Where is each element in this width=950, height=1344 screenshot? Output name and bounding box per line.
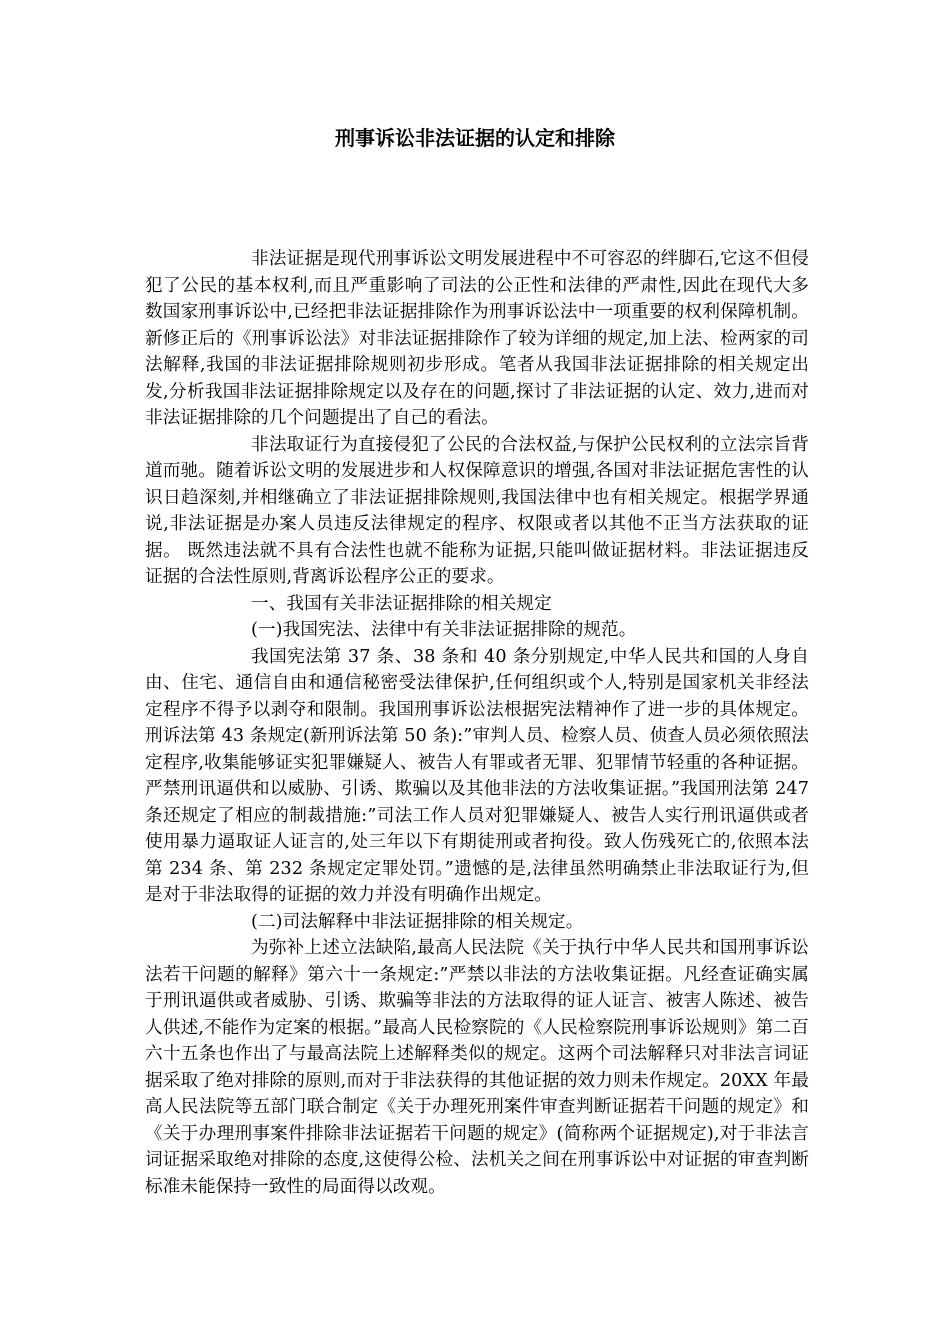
paragraph-intro: 非法证据是现代刑事诉讼文明发展进程中不可容忍的绊脚石,它这不但侵犯了公民的基本权利,而且严重影响了司法的公正性和法律的严肃性,因此在现代大多数国家刑事诉讼中,已经把非法证据排除作为刑事诉讼法中一项重要的权利保障机制。新修正后的《刑事诉讼法》对非法证据排除作了较为详细的规定,加上法、检两家的司法解释,我国的非法证据排除规则初步形成。笔者从我国非法证据排除的相关规定出发,分析我国非法证据排除规定以及存在的问题,探讨了非法证据的认定、效力,进而对非法证据排除的几个问题提出了自己的看法。 xyxy=(145,249,809,428)
subsection-heading-1: (一)我国宪法、法律中有关非法证据排除的规范。 xyxy=(251,620,637,640)
paragraph-judicial-interpretation: 为弥补上述立法缺陷,最高人民法院《关于执行中华人民共和国刑事诉讼法若干问题的解释》第六十一条规定:”严禁以非法的方法收集证据。凡经查证确实属于刑讯逼供或者威胁、引诱、欺骗等非法的方法取得的证人证言、被害人陈述、被告人供述,不能作为定案的根据。”最高人民检察院的《人民检察院刑事诉讼规则》第二百六十五条也作出了与最高法院上述解释类似的规定。这两个司法解释只对非法言词证据采取了绝对排除的原则,而对于非法获得的其他证据的效力则未作规定。20XX 年最高人民法院等五部门联合制定《关于办理死刑案件审查判断证据若干问题的规定》和《关于办理刑事案件排除非法证据若干问题的规定》(简称两个证据规定),对于非法言词证据采取绝对排除的态度,这使得公检、法机关之间在刑事诉讼中对证据的审查判断标准未能保持一致性的局面得以改观。 xyxy=(145,938,809,1197)
document-title: 刑事诉讼非法证据的认定和排除 xyxy=(335,126,615,150)
paragraph-constitution-law: 我国宪法第 37 条、38 条和 40 条分别规定,中华人民共和国的人身自由、住宅、通信自由和通信秘密受法律保护,任何组织或个人,特别是国家机关非经法定程序不得予以剥夺和限制。我国刑事诉讼法根据宪法精神作了进一步的具体规定。刑诉法第 43 条规定(新刑诉法第 50 条):”审判人员、检察人员、侦查人员必须依照法定程序,收集能够证实犯罪嫌疑人、被告人有罪或者无罪、犯罪情节轻重的各种证据。严禁刑讯逼供和以威胁、引诱、欺骗以及其他非法的方法收集证据。”我国刑法第 247 条还规定了相应的制裁措施:”司法工作人员对犯罪嫌疑人、被告人实行刑讯逼供或者使用暴力逼取证人证言的,处三年以下有期徒刑或者拘役。致人伤残死亡的,依照本法第 234 条、第 232 条规定定罪处罚。”遗憾的是,法律虽然明确禁止非法取证行为,但是对于非法取得的证据的效力并没有明确作出规定。 xyxy=(145,646,809,905)
document-body xyxy=(145,246,809,1200)
subsection-heading-2: (二)司法解释中非法证据排除的相关规定。 xyxy=(251,911,584,932)
section-heading-1: 一、我国有关非法证据排除的相关规定 xyxy=(251,593,552,614)
paragraph-background: 非法取证行为直接侵犯了公民的合法权益,与保护公民权利的立法宗旨背道而驰。随着诉讼文明的发展进步和人权保障意识的增强,各国对非法证据危害性的认识日趋深刻,并相继确立了非法证据排除规则,我国法律中也有相关规定。根据学界通说,非法证据是办案人员违反法律规定的程序、权限或者以其他不正当方法获取的证据。 既然违法就不具有合法性也就不能称为证据,只能叫做证据材料。非法证据违反证据的合法性原则,背离诉讼程序公正的要求。 xyxy=(145,434,809,587)
